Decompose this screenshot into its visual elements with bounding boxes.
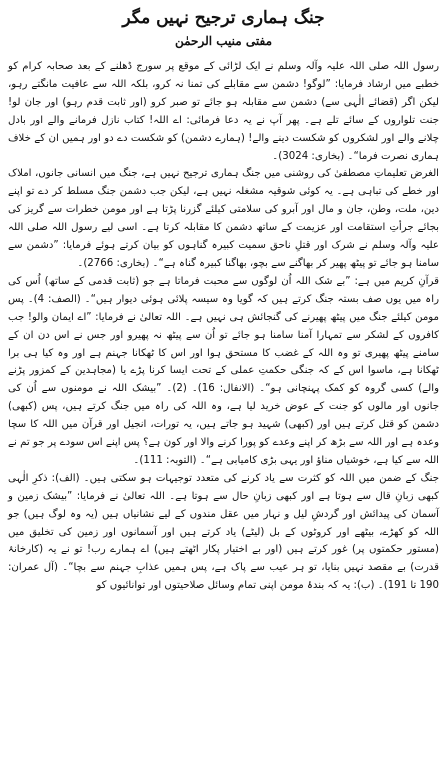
article-author: مفتی منیب الرحمٰن bbox=[174, 34, 273, 48]
article-paragraph: جنگ کے ضمن میں اللہ کو کثرت سے یاد کرنے کی متعدد توجیہات ہو سکتی ہیں۔ (الف): ذکرِ الٰہی کبھی زبانِ قال سے ہوتا ہے اور کبھی زبانِ حال سے ہوتا ہے۔ اللہ تعالیٰ نے فرمایا: ”بیشک زمین و آسمان کی پیدائش اور گردشِ لیل و نہار میں عقل مندوں کے لیے نشانیاں ہیں (یہ وہ لوگ ہیں) جو اللہ کو کھڑے، بیٹھے اور کروٹوں کے بل (لیٹے) یاد کرتے ہیں اور آسمانوں اور زمین کی تخلیق میں (مستور حکمتوں پر) غور کرتے ہیں (اور بے اختیار پکار اٹھتے ہیں) اے ہمارے رب! تو نے یہ (کارخانۂ قدرت) بے مقصد نہیں بنایا، تو ہر عیب سے پاک ہے، پس ہمیں عذابِ جہنم سے بچا“۔ (آل عمران: 190 تا 191)۔ (ب): یہ کہ بندۂ مومن اپنی تمام وسائل صلاحیتوں اور توانائیوں کو bbox=[8, 472, 439, 592]
article-paragraph: رسول اللہ صلی اللہ علیہ وآلہ وسلم نے ایک لڑائی کے موقع پر سورج ڈھلنے کے بعد صحابہ کرام کو خطبے میں ارشاد فرمایا: ”لوگو! دشمن سے مقابلے کی تمنا نہ کرو، بلکہ اللہ سے عافیت مانگتے رہو، لیکن اگر (قضائے الٰہی سے) دشمن سے مقابلہ ہو جائے تو صبر کرو (اور ثابت قدم رہو) اور جان لو! جنت تلواروں کے سائے تلے ہے۔ پھر آپ نے یہ دعا فرمائی: اے اللہ! کتاب نازل فرمانے والے اور بادل چلانے والے اور لشکروں کو شکست دینے والے! (ہمارے دشمن) کو شکست دے دو اور ہمیں ان کے خلاف ہماری نصرت فرما“۔ (بخاری: 3024)۔ bbox=[8, 61, 439, 162]
article-body bbox=[8, 58, 439, 595]
article-paragraph: قرآنِ کریم میں ہے: ”بے شک اللہ اُن لوگوں سے محبت فرماتا ہے جو (ثابت قدمی کے ساتھ) اُس کی راہ میں یوں صف بستہ جنگ کرتے ہیں کہ گویا وہ سیسہ پلائی ہوئی دیوار ہیں“۔ (الصف: 4)۔ پس مومن کیلئے جنگ میں پیٹھ پھیرنے کی گنجائش ہی نہیں ہے۔ اللہ تعالیٰ نے فرمایا: ”اے ایمان والو! جب کافروں کے لشکر سے تمہارا آمنا سامنا ہو جائے تو اُن سے پیٹھ نہ پھیرو اور جس نے اس دن ان کے سامنے پیٹھ پھیری تو وہ اللہ کے غضب کا مستحق ہوا اور اس کا ٹھکانا جہنم ہے اور وہ کیا ہی برا ٹھکانا ہے، ماسوا اس کے کہ جنگی حکمتِ عملی کے تحت ایسا کرنا پڑے یا (مجاہدین کے کمزور پڑنے والے) کسی گروہ کو کمک پہنچانی ہو“۔ (الانفال: 16)۔ (2)۔ ”بیشک اللہ نے مومنوں سے اُن کی جانوں اور مالوں کو جنت کے عوض خرید لیا ہے، وہ اللہ کی راہ میں جنگ کرتے ہیں، پس (کبھی) دشمن کو قتل کرتے ہیں اور (کبھی) شہید ہو جاتے ہیں، یہ تورات، انجیل اور قرآن میں اللہ کا سچا وعدہ ہے اور اللہ سے بڑھ کر اپنے وعدے کو پورا کرنے والا اور کون ہے؟ پس اپنے اس سودے پر جو تم نے اللہ سے کیا ہے، خوشیاں مناؤ اور یہی بڑی کامیابی ہے“۔ (التوبہ: 111)۔ bbox=[8, 275, 439, 466]
article-paragraph: الغرض تعلیماتِ مصطفیٰ کی روشنی میں جنگ ہماری ترجیح نہیں ہے، جنگ میں انسانی جانوں، املاک اور خطے کی تباہی ہے۔ یہ کوئی شوقیہ مشغلہ نہیں ہے، لیکن جب دشمن جنگ مسلط کر دے تو اپنے دین، ملت، وطن، جان و مال اور آبرو کی سلامتی کیلئے گزرنا پڑتا ہے اور مومن خطرات سے گریز کی بجائے جرأتِ استقامت اور عزیمت کے ساتھ دشمن کا مقابلہ کرتا ہے۔ اسی لیے رسول اللہ صلی اللہ علیہ وآلہ وسلم نے شرک اور قتلِ ناحق سمیت کبیرہ گناہوں کو بیان کرتے ہوئے فرمایا: ”دشمن سے سامنا ہو جائے تو پیٹھ پھیر کر بھاگنے سے بچو، بھاگنا کبیرہ گناہ ہے“۔ (بخاری: 2766)۔ bbox=[8, 168, 439, 269]
article-title: جنگ ہماری ترجیح نہیں مگر bbox=[122, 8, 325, 28]
